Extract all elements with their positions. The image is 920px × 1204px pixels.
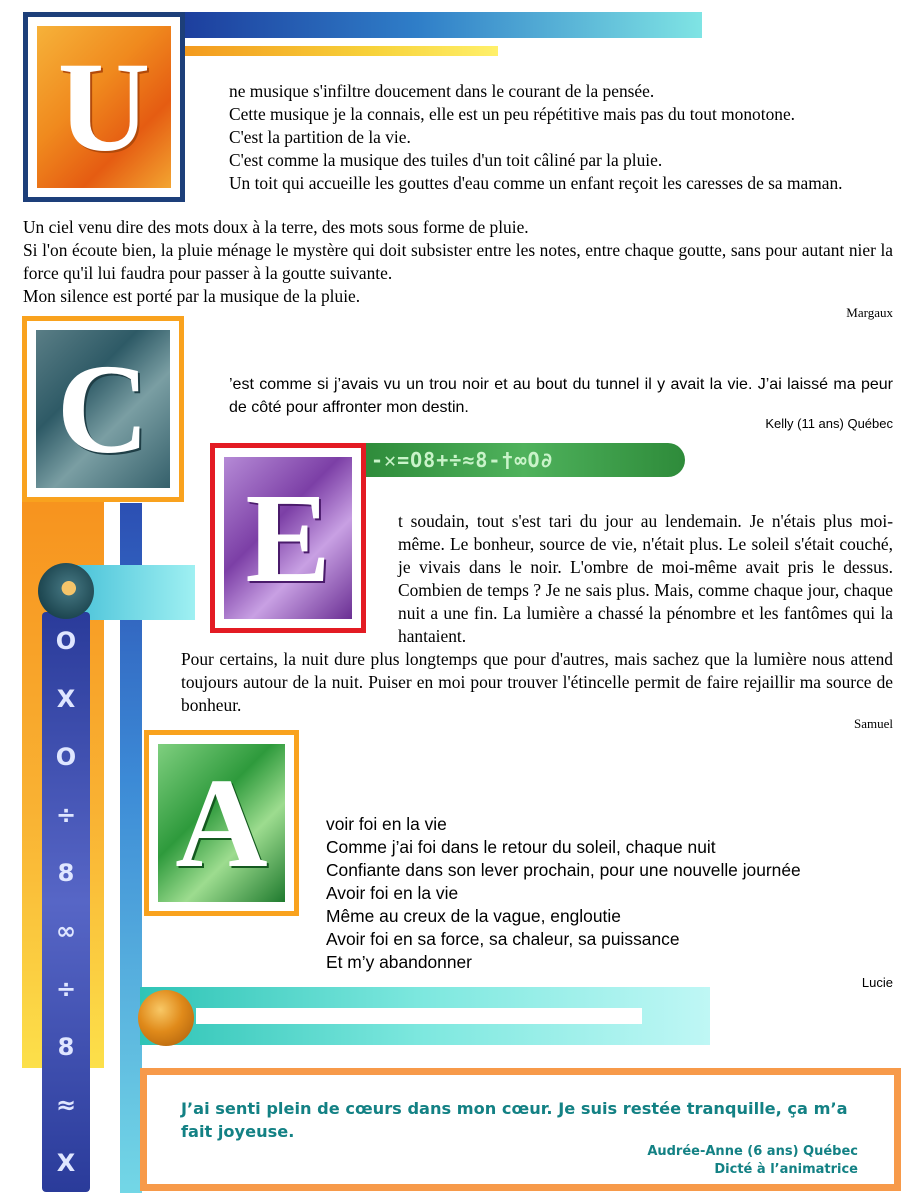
drop-cap-u — [23, 12, 185, 202]
section3-full-text: Pour certains, la nuit dure plus longtemps que pour d'autres, mais sachez que la lumière nous attend toujours autour de la nuit. Puiser en moi pour trouver l'étincelle permit de faire rejaillir ma source de bonheur. — [181, 649, 893, 715]
poem-line: Avoir foi en la vie — [326, 883, 459, 903]
totem-glyph: X — [56, 685, 76, 713]
text-line: Si l'on écoute bien, la pluie ménage le mystère qui doit subsister entre les notes, entre chaque goutte, sans pour autant nier la force qu'il lui faudra pour passer à la goutte suivante. — [23, 240, 893, 283]
top-blue-bar — [185, 12, 702, 38]
drop-cap-letter: U — [37, 26, 171, 188]
teal-sphere — [38, 563, 94, 619]
drop-cap-letter: E — [224, 457, 352, 619]
text-line: Un toit qui accueille les gouttes d'eau comme un enfant reçoit les caresses de sa maman. — [229, 173, 843, 193]
totem-glyph: X — [56, 1149, 76, 1177]
drop-cap-e — [210, 443, 366, 633]
quote-signature — [647, 1143, 858, 1179]
totem-glyph: O — [55, 743, 77, 771]
quote-box — [140, 1068, 901, 1191]
signature-margaux: Margaux — [846, 305, 893, 320]
totem-glyph: ÷ — [55, 975, 77, 1003]
signature-samuel: Samuel — [854, 716, 893, 731]
quote-text: J’ai senti plein de cœurs dans mon cœur. Je suis restée tranquille, ça m’a fait joyeuse. — [181, 1099, 848, 1141]
drop-cap-a — [144, 730, 299, 916]
glyph-totem — [42, 612, 90, 1192]
text-line: C'est la partition de la vie. — [229, 127, 411, 147]
text-line: ne musique s'infiltre doucement dans le courant de la pensée. — [229, 81, 655, 101]
drop-cap-c — [22, 316, 184, 502]
top-yellow-bar — [185, 46, 498, 56]
totem-glyph: ∞ — [56, 917, 76, 945]
drop-cap-letter: C — [36, 330, 170, 488]
poem-line: Comme j’ai foi dans le retour du soleil, chaque nuit — [326, 837, 716, 857]
poem-line: voir foi en la vie — [326, 814, 447, 834]
totem-glyph: ÷ — [55, 801, 77, 829]
text-line: Cette musique je la connais, elle est un peu répétitive mais pas du tout monotone. — [229, 104, 796, 124]
section1-indented-text — [229, 80, 893, 195]
section3-indented-text: t soudain, tout s'est tari du jour au lendemain. Je n'étais plus moi-même. Le bonheur, source de vie, n'était plus. Le soleil s'était couché, je vivais dans le noir. L'ombre de moi-même avait pris le dessus. Combien de temps ? Je ne sais plus. Mais, comme chaque jour, chaque nuit a une fin. La lumière a chassé la pénombre et les fantômes qui la hantaient. — [398, 511, 893, 646]
quote-signature-line1: Audrée-Anne (6 ans) Québec — [647, 1144, 858, 1159]
drop-cap-letter: A — [158, 744, 285, 902]
ribbon-glyphs: -✕=O8+÷≈8-†∞O∂ — [371, 448, 554, 472]
totem-glyph: O — [55, 627, 77, 655]
text-line: Mon silence est porté par la musique de la pluie. — [23, 286, 361, 306]
text-line: C'est comme la musique des tuiles d'un toit câliné par la pluie. — [229, 150, 663, 170]
totem-glyph: ≈ — [55, 1091, 77, 1119]
section4-poem — [326, 813, 896, 974]
section2-text: ’est comme si j’avais vu un trou noir et au bout du tunnel il y avait la vie. J’ai laissé ma peur de côté pour affronter mon destin. — [229, 376, 893, 416]
poem-line: Avoir foi en sa force, sa chaleur, sa puissance — [326, 929, 680, 949]
poem-line: Même au creux de la vague, engloutie — [326, 906, 621, 926]
poem-line: Et m’y abandonner — [326, 952, 472, 972]
totem-glyph: 8 — [57, 859, 75, 887]
text-line: Un ciel venu dire des mots doux à la terre, des mots sous forme de pluie. — [23, 217, 529, 237]
signature-lucie: Lucie — [861, 975, 893, 990]
quote-signature-line2: Dicté à l’animatrice — [714, 1162, 858, 1177]
poem-line: Confiante dans son lever prochain, pour une nouvelle journée — [326, 860, 801, 880]
orange-sphere — [138, 990, 194, 1046]
signature-kelly: Kelly (11 ans) Québec — [765, 416, 893, 431]
white-bottom-bar — [196, 1008, 642, 1024]
totem-glyph: 8 — [57, 1033, 75, 1061]
section1-full-text — [23, 216, 893, 308]
glyph-ribbon — [363, 443, 685, 477]
